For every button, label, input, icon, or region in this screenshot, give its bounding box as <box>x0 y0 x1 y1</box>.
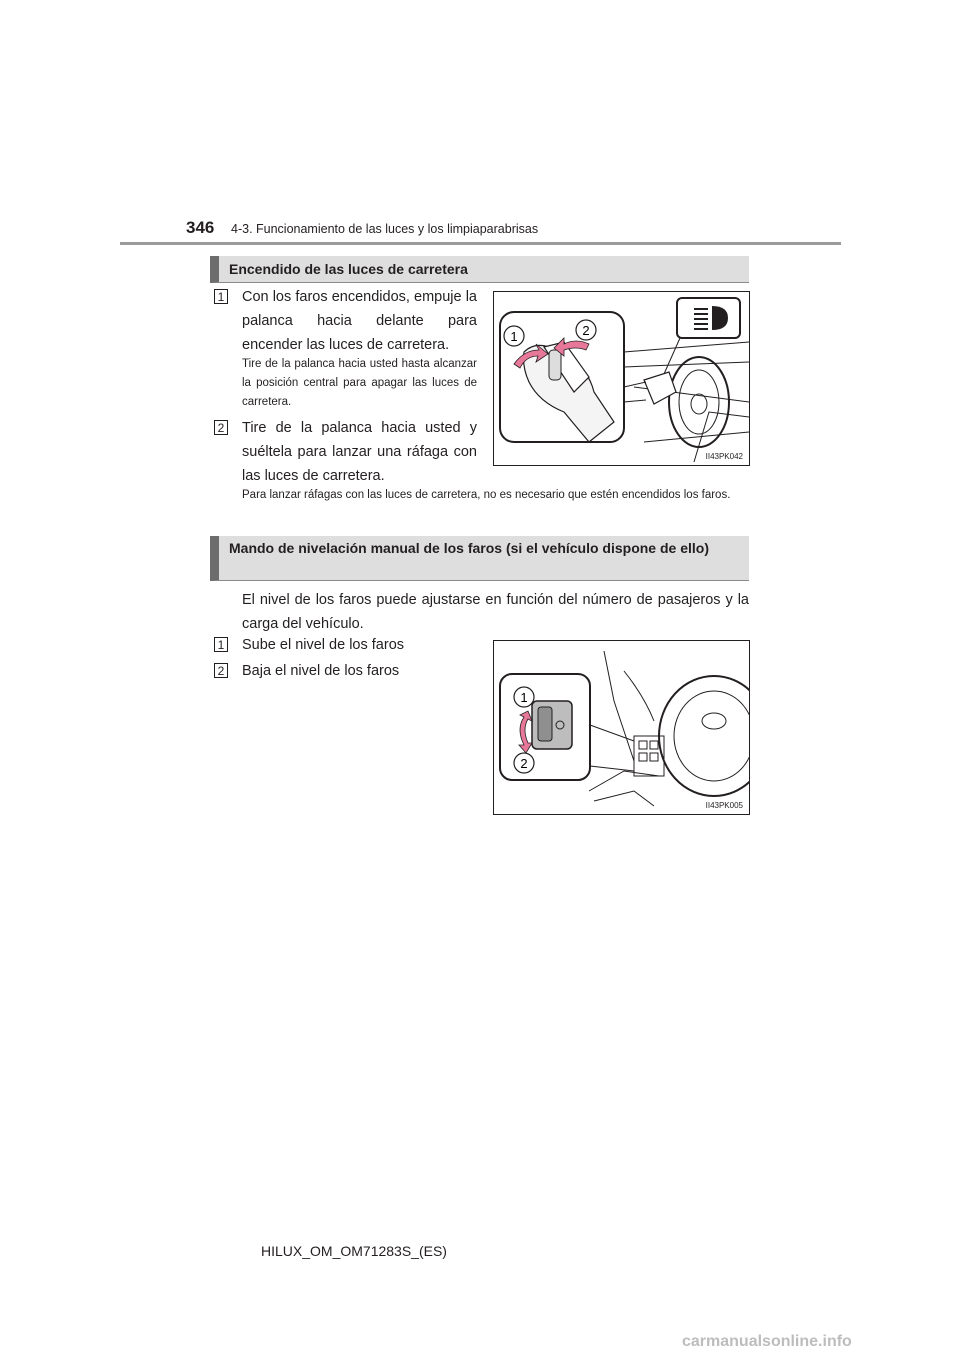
watermark: carmanualsonline.info <box>682 1333 852 1350</box>
item-number-1: 1 <box>214 637 228 652</box>
footer-document-code: HILUX_OM_OM71283S_(ES) <box>261 1243 447 1259</box>
section-title: Mando de nivelación manual de los faros (si el vehículo dispone de ello) <box>229 540 709 556</box>
figure-leveling-dial <box>493 640 750 815</box>
item-1-text: Sube el nivel de los faros <box>242 637 405 653</box>
figure-1-callout-1: 1 <box>510 329 518 344</box>
section-2-intro: El nivel de los faros puede ajustarse en función del número de pasajeros y la carga del vehículo. <box>242 592 749 632</box>
figure-headlight-lever <box>493 291 750 466</box>
figure-2-callout-1: 1 <box>520 690 528 705</box>
item-number-2: 2 <box>214 663 228 678</box>
figure-2-code: II43PK005 <box>705 801 743 810</box>
lever-illustration <box>494 292 749 465</box>
figure-1-code: II43PK042 <box>705 452 743 461</box>
leveling-illustration <box>494 641 749 814</box>
step-1-note: Tire de la palanca hacia usted hasta alcanzar la posición central para apagar las luces de carretera. <box>242 358 477 408</box>
section-title: Encendido de las luces de carretera <box>229 261 468 277</box>
page-number: 346 <box>186 218 215 237</box>
section-heading-high-beams <box>210 256 749 283</box>
chapter-title: 4-3. Funcionamiento de las luces y los limpiaparabrisas <box>231 222 539 236</box>
figure-1-callout-2: 2 <box>582 323 590 338</box>
step-1-text: Con los faros encendidos, empuje la palanca hacia delante para encender las luces de carretera. <box>242 289 477 353</box>
section-heading-headlight-leveling <box>210 536 749 581</box>
step-number-2: 2 <box>214 420 228 435</box>
step-2-text: Tire de la palanca hacia usted y suéltela para lanzar una ráfaga con las luces de carretera. <box>242 420 477 484</box>
item-2-text: Baja el nivel de los faros <box>242 663 400 679</box>
header-rule <box>120 242 841 245</box>
section-1-note: Para lanzar ráfagas con las luces de carretera, no es necesario que estén encendidos los faros. <box>242 489 731 501</box>
figure-2-callout-2: 2 <box>520 756 528 771</box>
step-number-1: 1 <box>214 289 228 304</box>
